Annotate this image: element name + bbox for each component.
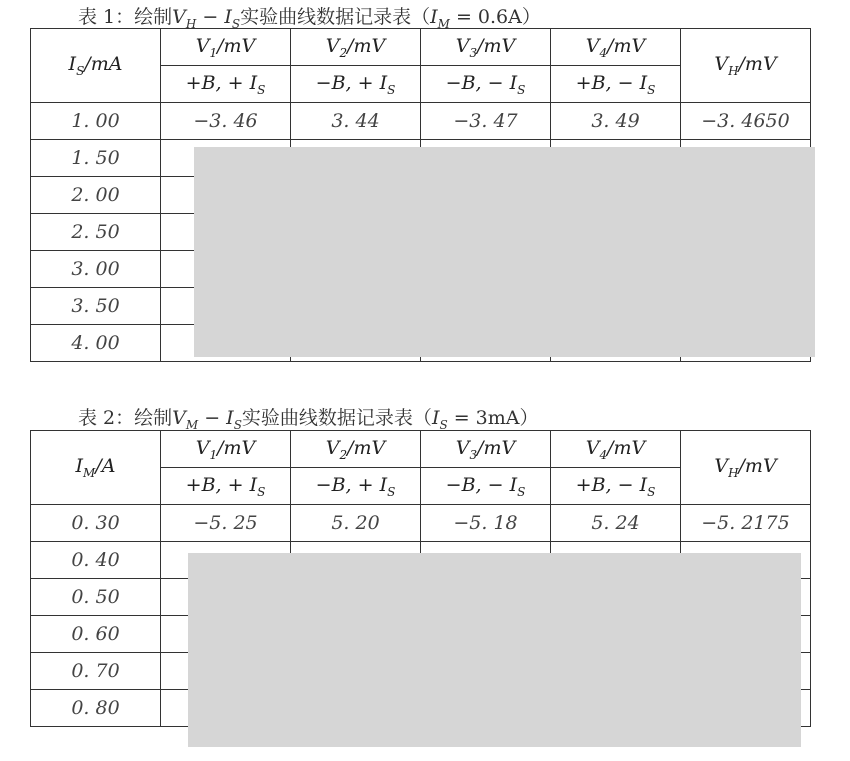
column-header-v3: $V_3/mV$ — [421, 431, 551, 468]
column-header-v4: $V_4/mV$ — [551, 29, 681, 66]
row-value: 0. 40 — [31, 542, 161, 579]
redaction-block — [188, 553, 801, 747]
cell-v4: 3. 49 — [551, 103, 681, 140]
cell-vh: −5. 2175 — [681, 505, 811, 542]
condition-v1: +B, + $I_S$ — [161, 66, 291, 103]
column-header-vh: $V_H/mV$ — [681, 29, 811, 103]
cell-v3: −3. 47 — [421, 103, 551, 140]
cell-v2: 3. 44 — [291, 103, 421, 140]
row-header: $I_S/mA$ — [31, 29, 161, 103]
table-row — [31, 103, 811, 140]
condition-v2: −B, + $I_S$ — [291, 468, 421, 505]
condition-v4: +B, − $I_S$ — [551, 468, 681, 505]
column-header-v2: $V_2/mV$ — [291, 29, 421, 66]
cell-v1: −3. 46 — [161, 103, 291, 140]
row-value: 0. 80 — [31, 690, 161, 727]
row-value: 2. 00 — [31, 177, 161, 214]
row-value: 1. 50 — [31, 140, 161, 177]
row-value: 3. 50 — [31, 288, 161, 325]
table1-caption: 表 1：绘制$V_H - I_S$实验曲线数据记录表$(I_M = 0.6A)$ — [78, 6, 541, 31]
row-value: 0. 50 — [31, 579, 161, 616]
row-value: 0. 70 — [31, 653, 161, 690]
row-value: 2. 50 — [31, 214, 161, 251]
condition-v3: −B, − $I_S$ — [421, 468, 551, 505]
cell-v3: −5. 18 — [421, 505, 551, 542]
column-header-v1: $V_1/mV$ — [161, 29, 291, 66]
condition-v2: −B, + $I_S$ — [291, 66, 421, 103]
row-value: 1. 00 — [31, 103, 161, 140]
cell-v2: 5. 20 — [291, 505, 421, 542]
row-header: $I_M/A$ — [31, 431, 161, 505]
cell-vh: −3. 4650 — [681, 103, 811, 140]
condition-v1: +B, + $I_S$ — [161, 468, 291, 505]
redaction-block — [194, 147, 815, 357]
column-header-v4: $V_4/mV$ — [551, 431, 681, 468]
column-header-vh: $V_H/mV$ — [681, 431, 811, 505]
column-header-v1: $V_1/mV$ — [161, 431, 291, 468]
column-header-v2: $V_2/mV$ — [291, 431, 421, 468]
row-value: 3. 00 — [31, 251, 161, 288]
table2-caption: 表 2：绘制$V_M - I_S$实验曲线数据记录表$(I_S = 3mA)$ — [78, 407, 539, 432]
column-header-v3: $V_3/mV$ — [421, 29, 551, 66]
cell-v1: −5. 25 — [161, 505, 291, 542]
condition-v4: +B, − $I_S$ — [551, 66, 681, 103]
condition-v3: −B, − $I_S$ — [421, 66, 551, 103]
row-value: 4. 00 — [31, 325, 161, 362]
table-row — [31, 505, 811, 542]
row-value: 0. 60 — [31, 616, 161, 653]
cell-v4: 5. 24 — [551, 505, 681, 542]
row-value: 0. 30 — [31, 505, 161, 542]
